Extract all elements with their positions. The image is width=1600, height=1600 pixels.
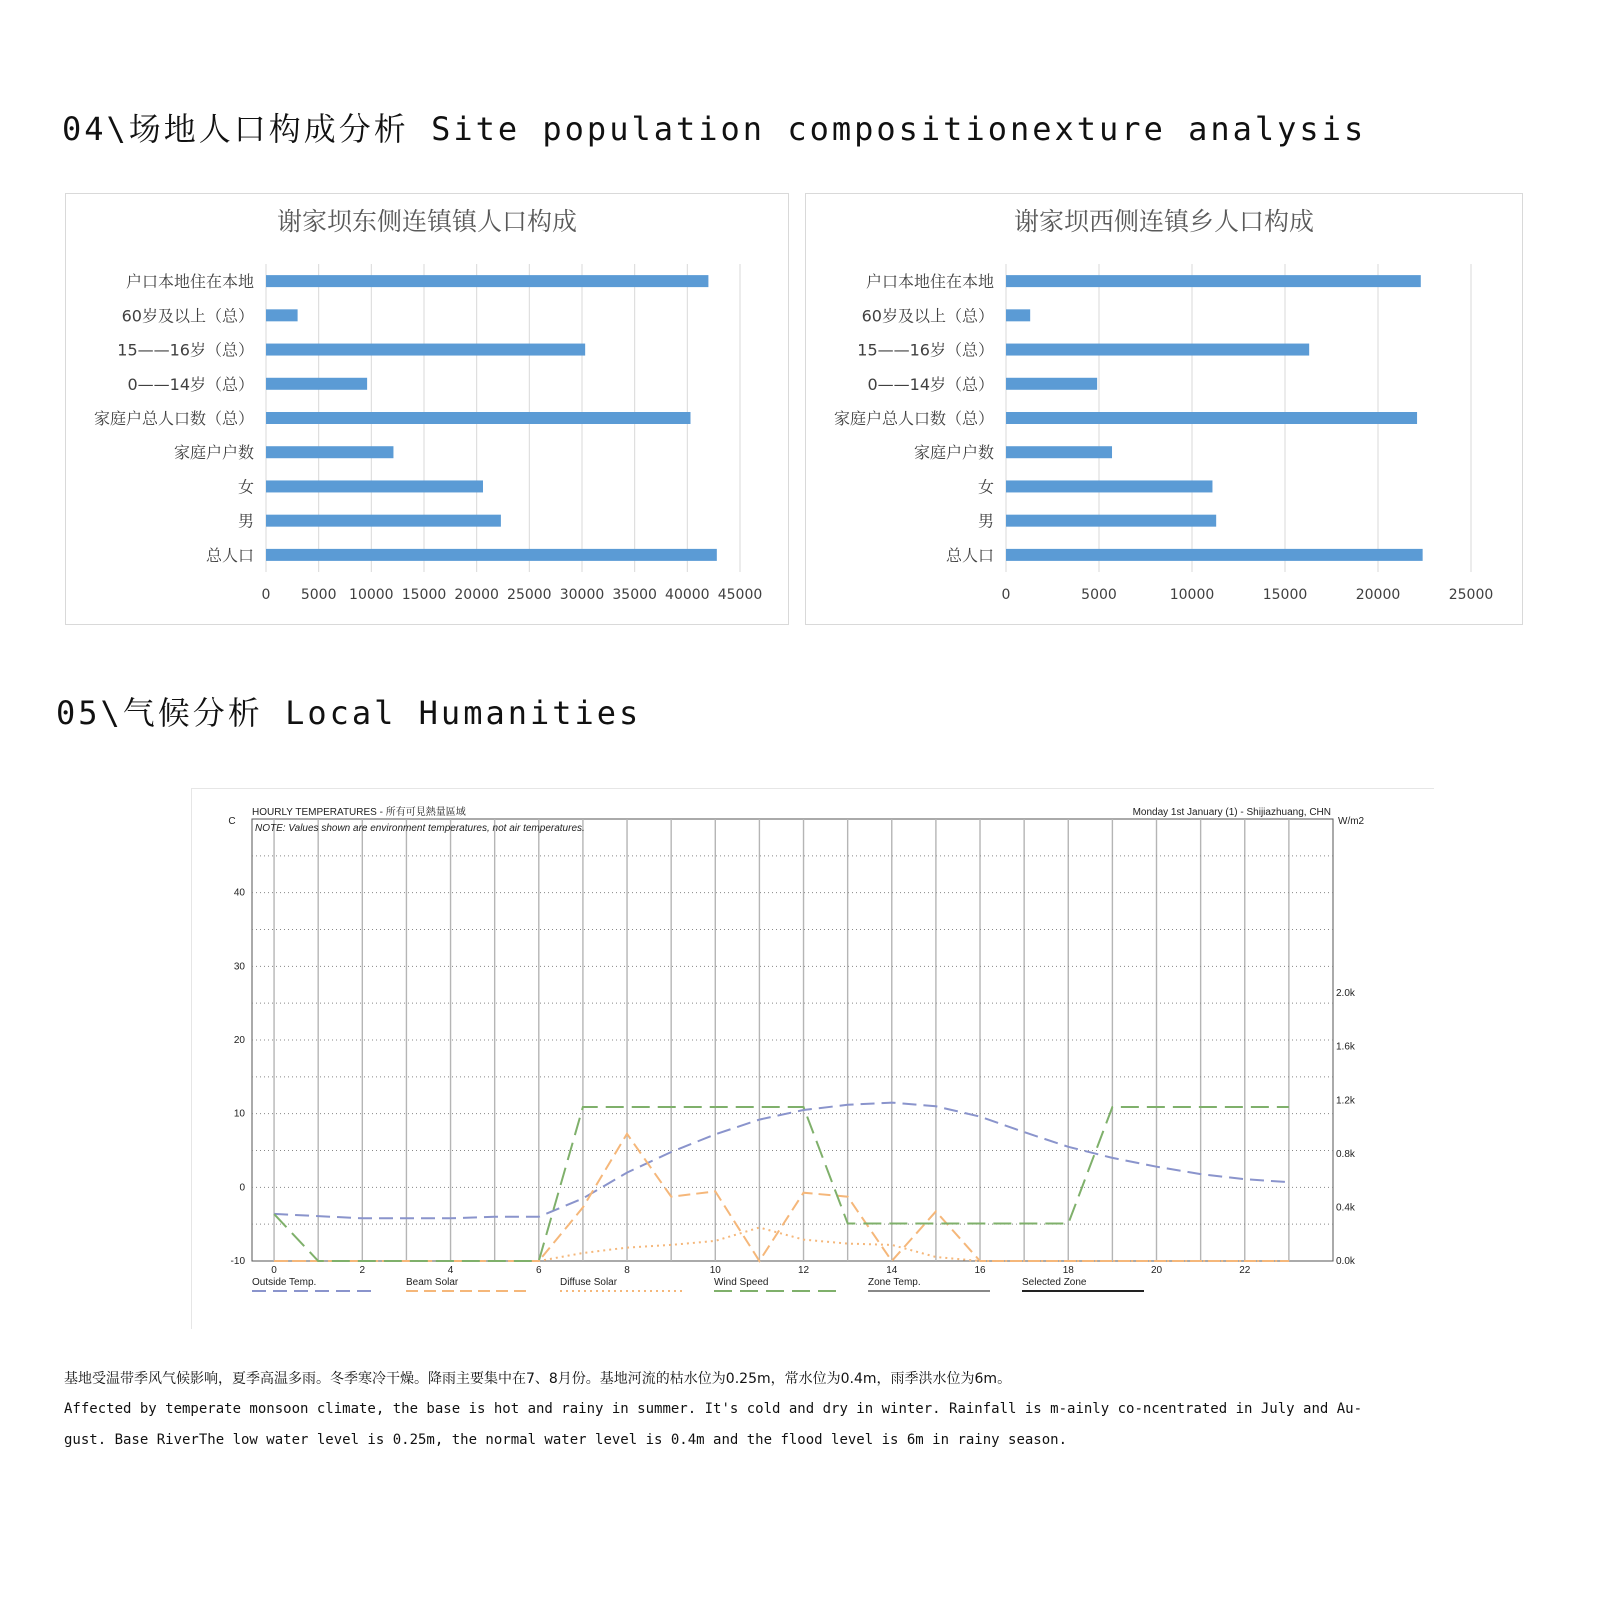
west-category-label: 女 [977,477,994,497]
west-x-tick-label: 20000 [1355,587,1401,603]
west-bar [1006,480,1212,492]
climate-x-tick-label: 14 [886,1265,898,1276]
east-x-tick-label: 45000 [717,587,763,603]
climate-description-en-line2: gust. Base RiverThe low water level is 0.25m, the normal water level is 0.4m and the flood level is 6m in rainy season. [64,1432,1068,1448]
west-bar [1006,446,1112,458]
west-bar [1006,412,1417,424]
climate-x-tick-label: 12 [797,1265,810,1276]
east-bar [266,480,483,492]
west-bar [1006,309,1030,321]
climate-section-heading: 05\气候分析 Local Humanities [56,694,642,732]
climate-description-cn: 基地受温带季风气候影响，夏季高温多雨。冬季寒冷干燥。降雨主要集中在7、8月份。基地河流的枯水位为0.25m，常水位为0.4m，雨季洪水位为6m。 [64,1371,1012,1387]
climate-x-tick-label: 4 [447,1265,454,1276]
east-category-label: 家庭户户数 [173,443,254,463]
climate-chart-title: HOURLY TEMPERATURES - 所有可見熱量區域 [252,807,466,818]
climate-series-line-beam-solar [274,1134,1289,1261]
east-x-tick-label: 0 [261,587,271,603]
climate-right-tick-label: 1.2k [1336,1095,1355,1107]
west-category-label: 男 [977,511,994,531]
west-category-label: 户口本地住在本地 [865,272,994,292]
west-chart-title: 谢家坝西侧连镇乡人口构成 [1013,207,1315,236]
climate-legend-label: Outside Temp. [252,1277,317,1288]
east-x-tick-label: 30000 [559,587,605,603]
west-bar [1006,344,1309,356]
climate-description-en-line1: Affected by temperate monsoon climate, the base is hot and rainy in summer. It's cold and dry in winter. Rainfall is m-ainly co-ncentrated in July and Au- [64,1401,1363,1417]
east-chart-title: 谢家坝东侧连镇镇人口构成 [276,207,578,236]
climate-left-axis-unit: C [228,816,236,827]
west-category-label: 家庭户总人口数（总） [833,409,994,428]
climate-x-tick-label: 10 [709,1265,721,1276]
east-x-tick-label: 15000 [401,587,447,603]
east-category-label: 家庭户总人口数（总） [93,409,254,428]
climate-x-tick-label: 20 [1150,1265,1163,1276]
climate-right-tick-label: 2.0k [1336,988,1355,1000]
east-bar [266,549,717,561]
east-x-tick-label: 35000 [612,587,657,603]
east-bar [266,378,367,390]
east-bar [266,275,708,287]
east-bar [266,344,585,356]
east-category-label: 0——14岁（总） [127,374,254,394]
east-bar [266,446,393,458]
west-category-label: 60岁及以上（总） [861,306,994,326]
climate-legend-label: Beam Solar [406,1277,459,1288]
east-x-tick-label: 5000 [300,587,337,603]
hourly-temperature-chart-svg [192,789,1434,1329]
climate-legend-label: Wind Speed [714,1277,769,1288]
climate-x-tick-label: 0 [271,1265,277,1276]
west-population-bar-chart [805,193,1523,625]
climate-right-tick-label: 0.8k [1336,1148,1355,1160]
east-bar [266,309,298,321]
climate-legend-label: Selected Zone [1022,1277,1087,1288]
west-x-tick-label: 25000 [1448,587,1494,603]
west-population-chart-svg [806,194,1522,624]
west-category-label: 家庭户户数 [913,443,994,463]
west-bar [1006,549,1423,561]
climate-x-tick-label: 8 [624,1265,630,1276]
west-category-label: 15——16岁（总） [857,340,994,360]
east-population-bar-chart [65,193,789,625]
population-section-heading: 04\场地人口构成分析 Site population compositionexture analysis [62,110,1367,148]
climate-chart-note: NOTE: Values shown are environment temperatures, not air temperatures. [255,823,585,834]
climate-legend-label: Diffuse Solar [560,1277,618,1288]
climate-right-axis-unit: W/m2 [1338,816,1365,827]
west-bar [1006,515,1216,527]
west-x-tick-label: 10000 [1169,587,1215,603]
west-bar [1006,275,1421,287]
east-category-label: 户口本地住在本地 [125,272,254,292]
east-x-tick-label: 25000 [507,587,552,603]
climate-right-tick-label: 0.0k [1336,1256,1355,1267]
climate-series-line-wind-speed [274,1107,1289,1261]
west-x-tick-label: 0 [1001,587,1011,603]
east-category-label: 总人口 [205,545,254,565]
east-bar [266,412,690,424]
climate-left-tick-label: 0 [239,1182,245,1194]
climate-x-tick-label: 22 [1239,1265,1251,1276]
hourly-temperature-chart [191,788,1434,1329]
climate-left-tick-label: 30 [233,961,245,973]
climate-right-tick-label: 1.6k [1336,1041,1355,1053]
west-category-label: 总人口 [945,545,994,565]
east-category-label: 女 [237,477,254,497]
climate-series-line-diffuse-solar [274,1228,1289,1262]
west-bar [1006,378,1097,390]
west-x-tick-label: 5000 [1081,587,1117,603]
climate-left-tick-label: -10 [230,1256,245,1267]
east-category-label: 男 [237,511,254,531]
east-category-label: 60岁及以上（总） [121,306,254,326]
climate-series-line-outside-temp [274,1103,1289,1219]
east-category-label: 15——16岁（总） [117,340,254,360]
climate-x-tick-label: 2 [359,1265,366,1276]
east-x-tick-label: 40000 [665,587,710,603]
climate-x-tick-label: 16 [974,1265,986,1276]
west-x-tick-label: 15000 [1262,587,1308,603]
climate-left-tick-label: 40 [233,887,245,899]
east-x-tick-label: 20000 [454,587,499,603]
east-bar [266,515,501,527]
climate-x-tick-label: 18 [1062,1265,1074,1276]
climate-left-tick-label: 10 [233,1108,245,1120]
east-x-tick-label: 10000 [349,587,394,603]
west-category-label: 0——14岁（总） [867,374,994,394]
climate-x-tick-label: 6 [536,1265,542,1276]
climate-left-tick-label: 20 [233,1035,245,1046]
climate-right-tick-label: 0.4k [1336,1202,1355,1214]
climate-legend-label: Zone Temp. [868,1277,921,1288]
east-population-chart-svg [66,194,788,624]
climate-chart-subtitle: Monday 1st January (1) - Shijiazhuang, CHN [1132,807,1331,818]
